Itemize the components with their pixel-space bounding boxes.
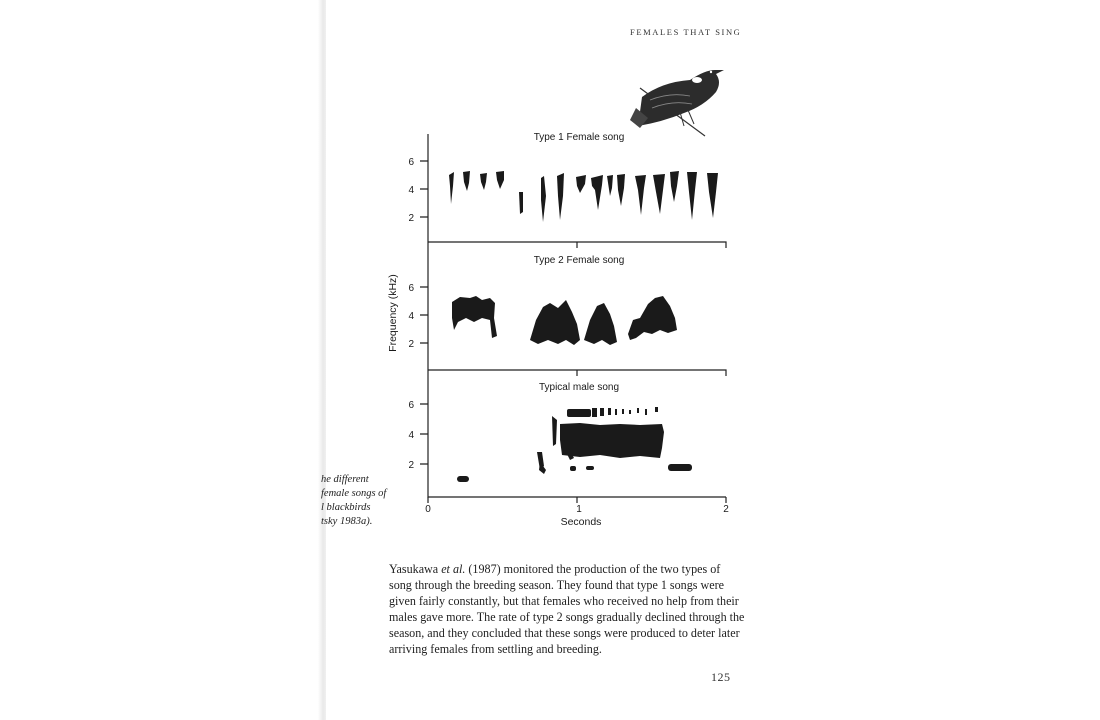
paragraph-line: given fairly constantly, but that females who received no help from their bbox=[389, 594, 739, 608]
panel-title-type2: Type 2 Female song bbox=[533, 255, 625, 266]
y-tick-label: 6 bbox=[408, 283, 414, 294]
paragraph-line: Yasukawa et al. (1987) monitored the production of the two types of bbox=[389, 562, 721, 576]
y-tick-label: 6 bbox=[408, 157, 414, 168]
male-song-trace bbox=[457, 407, 692, 482]
y-tick-label: 4 bbox=[408, 311, 414, 322]
page-number: 125 bbox=[711, 670, 731, 684]
x-axis-label: Seconds bbox=[560, 516, 602, 528]
caption-line: he different bbox=[321, 474, 369, 485]
x-tick-label: 0 bbox=[425, 504, 431, 515]
x-tick-label: 1 bbox=[576, 504, 582, 515]
caption-line: female songs of bbox=[321, 488, 387, 499]
paragraph-line: males gave more. The rate of type 2 songs gradually declined through the bbox=[389, 610, 745, 624]
y-tick-label: 2 bbox=[408, 213, 414, 224]
type1-song-trace bbox=[449, 171, 718, 222]
y-tick-label: 4 bbox=[408, 430, 414, 441]
blackbird-illustration bbox=[630, 70, 724, 136]
panel-title-male: Typical male song bbox=[538, 382, 620, 393]
figure-caption bbox=[321, 473, 411, 529]
body-paragraph bbox=[389, 561, 745, 657]
caption-line: l blackbirds bbox=[321, 502, 371, 513]
type2-song-trace bbox=[452, 296, 677, 345]
running-head: FEMALES THAT SING bbox=[630, 27, 742, 37]
y-tick-label: 2 bbox=[408, 460, 414, 471]
paragraph-line: song through the breeding season. They found that type 1 songs were bbox=[389, 578, 724, 592]
y-tick-label: 6 bbox=[408, 400, 414, 411]
x-tick-label: 2 bbox=[723, 504, 729, 515]
caption-line: tsky 1983a). bbox=[321, 516, 373, 527]
panel-title-type1: Type 1 Female song bbox=[533, 132, 625, 143]
y-tick-label: 4 bbox=[408, 185, 414, 196]
y-axis-label: Frequency (kHz) bbox=[387, 274, 399, 352]
paragraph-line: arriving females from settling and breeding. bbox=[389, 642, 602, 656]
y-tick-label: 2 bbox=[408, 339, 414, 350]
paragraph-line: season, and they concluded that these songs were produced to deter later bbox=[389, 626, 740, 640]
